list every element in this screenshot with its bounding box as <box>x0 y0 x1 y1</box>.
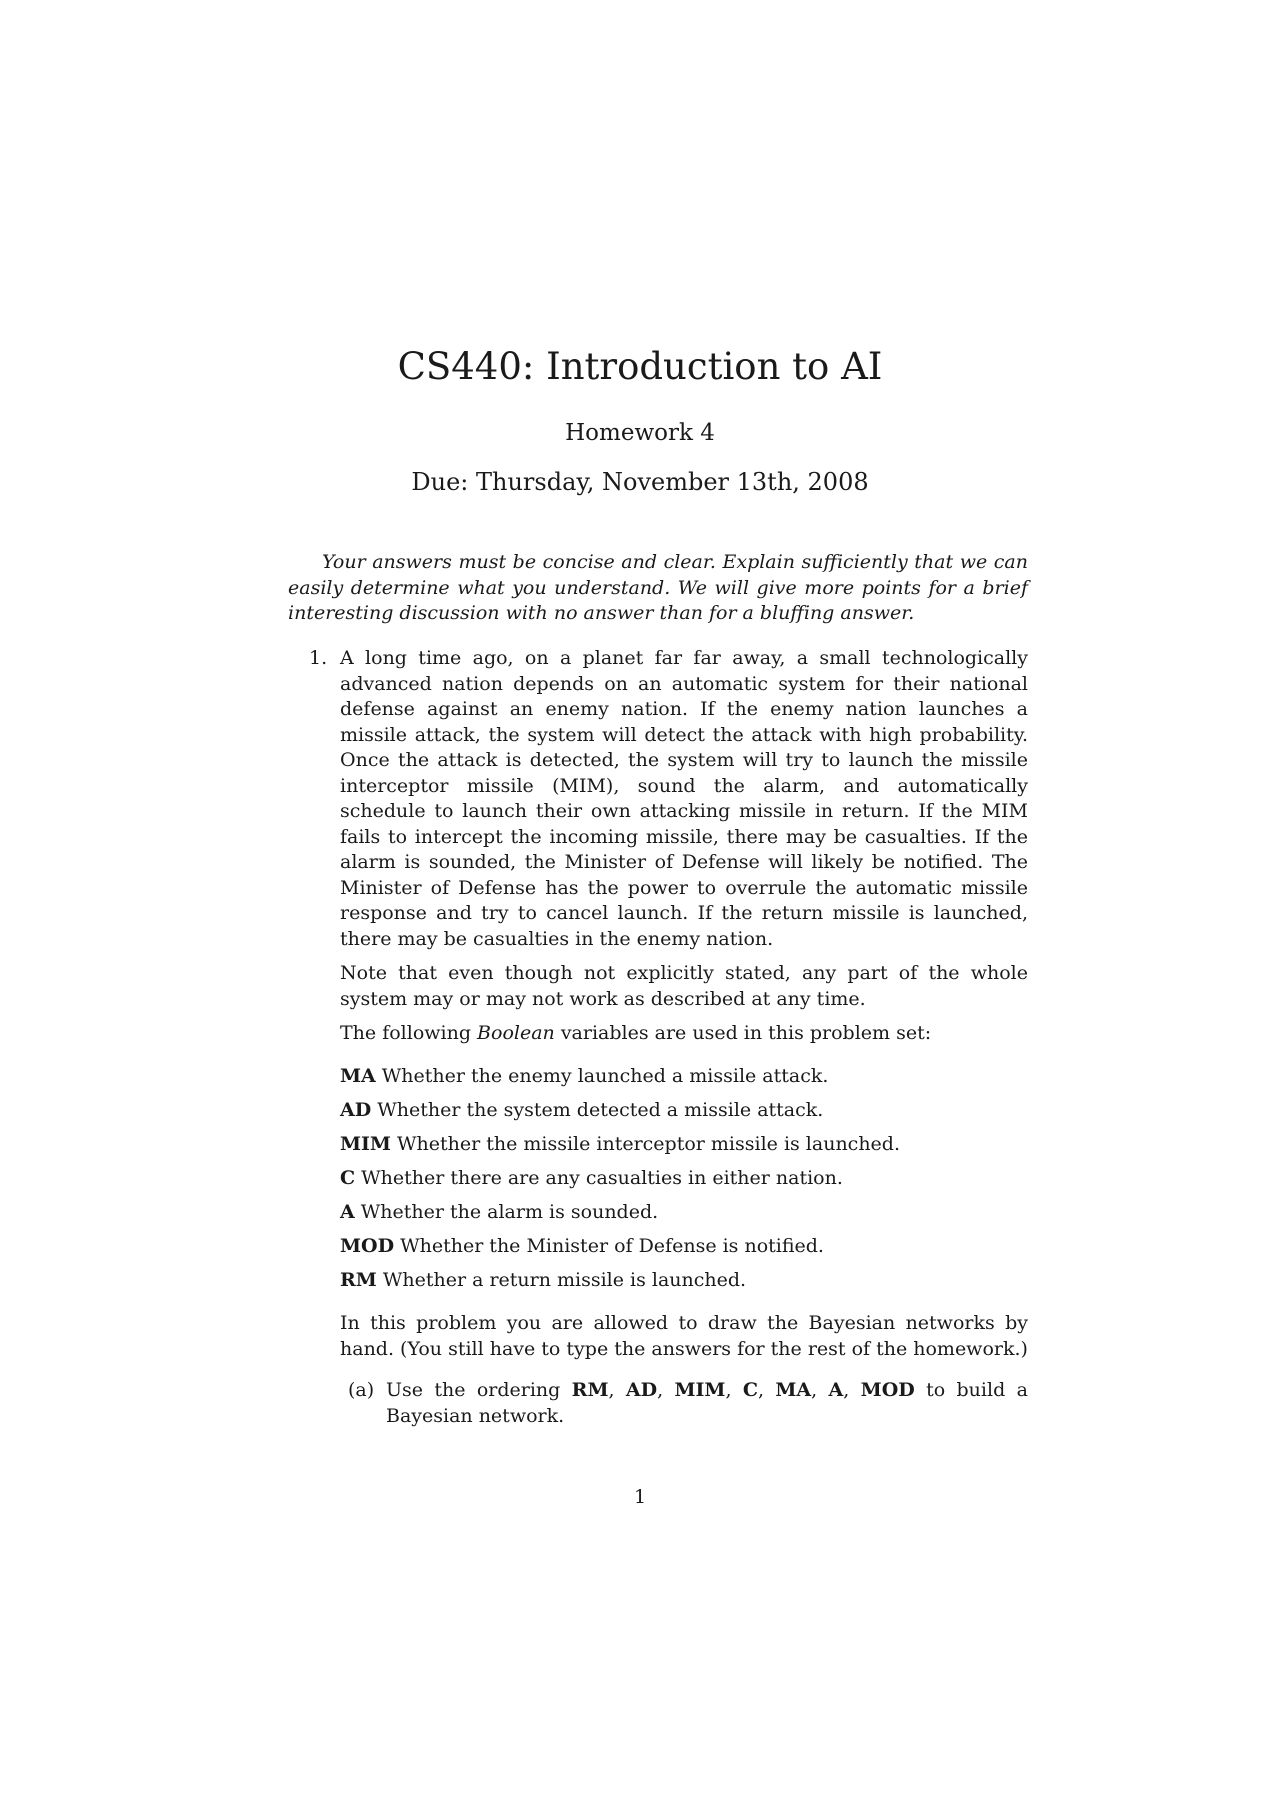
page-number: 1 <box>633 1486 647 1508</box>
subquestion-a: (a) Use the ordering RM, AD, MIM, C, MA, A, MOD to build a Bayesian network. <box>348 1379 1028 1427</box>
variable-name: AD <box>340 1098 372 1121</box>
variable-item <box>340 1166 1028 1192</box>
due-date: Due: Thursday, November 13th, 2008 <box>411 468 869 496</box>
instructions-paragraph: Your answers must be concise and clear. Explain sufficiently that we can easily determine what you understand. We will give more points for a brief interesting discussion with no answer than for a bluffing answer. <box>288 551 1028 624</box>
variable-name: C <box>340 1166 356 1189</box>
document-title: CS440: Introduction to AI <box>397 345 883 388</box>
variables-intro: The following Boolean variables are used in this problem set: <box>340 1022 932 1044</box>
variable-item <box>340 1098 1028 1124</box>
variable-name: RM <box>340 1268 377 1291</box>
subquestion-label: (a) <box>348 1379 375 1401</box>
variable-description: Whether the missile interceptor missile is launched. <box>396 1132 901 1155</box>
homework-number: Homework 4 <box>565 420 715 446</box>
variable-description: Whether the system detected a missile attack. <box>377 1098 824 1121</box>
variable-description: Whether the Minister of Defense is notified. <box>400 1234 824 1257</box>
variable-name: MIM <box>340 1132 391 1155</box>
variable-description: Whether a return missile is launched. <box>382 1268 747 1291</box>
variable-description: Whether the alarm is sounded. <box>360 1200 659 1223</box>
variable-item <box>340 1200 1028 1226</box>
variable-item <box>340 1132 1028 1158</box>
variable-item <box>340 1064 1028 1090</box>
variable-list <box>340 1064 1028 1294</box>
problem-number: 1. <box>309 647 328 669</box>
variable-name: MA <box>340 1064 376 1087</box>
variable-description: Whether the enemy launched a missile attack. <box>381 1064 829 1087</box>
variable-description: Whether there are any casualties in either nation. <box>361 1166 843 1189</box>
hand-drawing-note: In this problem you are allowed to draw the Bayesian networks by hand. (You still have to type the answers for the rest of the homework.) <box>340 1312 1028 1360</box>
problem-note: Note that even though not explicitly stated, any part of the whole system may or may not work as described at any time. <box>340 962 1028 1010</box>
problem-1 <box>309 646 1028 1429</box>
variable-item <box>340 1268 1028 1294</box>
variable-name: MOD <box>340 1234 395 1257</box>
variable-item <box>340 1234 1028 1260</box>
problem-description: A long time ago, on a planet far far away, a small technologically advanced nation depends on an automatic system for their national defense against an enemy nation. If the enemy nation launches a missile attack, the system will detect the attack with high probability. Once the attack is detected, the system will try to launch the missile interceptor missile (MIM), sound the alarm, and automatically schedule to launch their own attacking missile in return. If the MIM fails to intercept the incoming missile, there may be casualties. If the alarm is sounded, the Minister of Defense will likely be notified. The Minister of Defense has the power to overrule the automatic missile response and try to cancel launch. If the return missile is launched, there may be casualties in the enemy nation. <box>340 647 1028 950</box>
variable-name: A <box>340 1200 355 1223</box>
